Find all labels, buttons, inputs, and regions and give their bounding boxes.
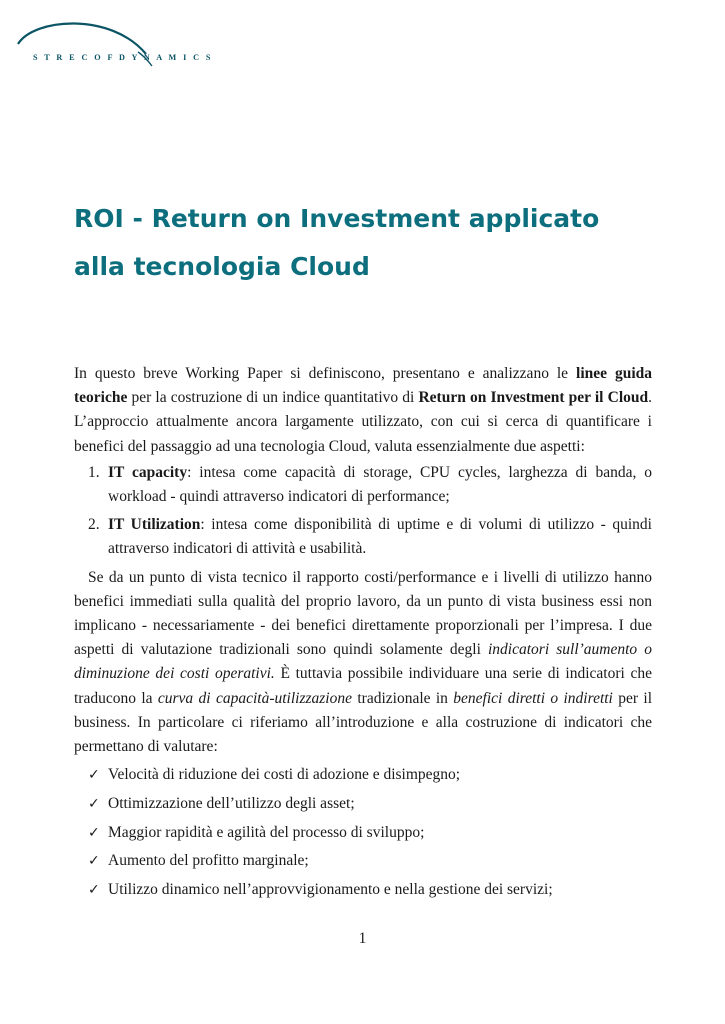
paragraph-text: per il business. In particolare ci riferiamo all’introduzione e alla costruzione di indicatori che permettano di valutare: xyxy=(74,689,652,756)
paragraph-italic: indicatori sull’aumento o diminuzione dei costi operativi. xyxy=(74,641,653,683)
list-text: : intesa come capacità di storage, CPU cycles, larghezza di banda, o workload - quindi attraverso indicatori di performance; xyxy=(108,463,652,506)
checklist-text: Maggior rapidità e agilità del processo di sviluppo; xyxy=(108,823,425,841)
list-term: IT capacity xyxy=(108,463,188,481)
checklist xyxy=(74,763,652,902)
aspects-list xyxy=(74,461,652,562)
check-icon: ✓ xyxy=(88,824,100,841)
list-number: 2. xyxy=(88,516,100,534)
company-logo xyxy=(16,14,213,68)
intro-text: per la costruzione di un indice quantitativo di xyxy=(127,389,419,407)
paragraph-italic: curva di capacità-utilizzazione xyxy=(157,689,352,707)
paragraph-italic: benefici diretti o indiretti xyxy=(453,689,613,707)
page-title xyxy=(74,195,674,291)
checklist-text: Ottimizzazione dell’utilizzo degli asset; xyxy=(108,794,355,812)
logo-text: S T R E C O F D Y N A M I C S xyxy=(33,53,213,62)
checklist-item xyxy=(74,763,652,787)
checklist-text: Velocità di riduzione dei costi di adozione e disimpegno; xyxy=(108,766,461,784)
checklist-text: Aumento del profitto marginale; xyxy=(108,852,309,870)
list-text: : intesa come disponibilità di uptime e di volumi di utilizzo - quindi attraverso indicatori di attività e usabilità. xyxy=(108,516,652,558)
analysis-paragraph xyxy=(74,566,652,760)
list-item xyxy=(74,461,652,509)
page-number: 1 xyxy=(358,930,367,947)
intro-bold-roi: Return on Investment per il Cloud xyxy=(418,389,649,407)
checklist-item xyxy=(74,821,652,845)
checklist-item xyxy=(74,878,652,902)
checklist-item xyxy=(74,792,652,816)
list-number: 1. xyxy=(88,463,100,481)
check-icon: ✓ xyxy=(88,795,100,812)
check-icon: ✓ xyxy=(88,853,100,870)
list-item xyxy=(74,513,652,561)
checklist-text: Utilizzo dinamico nell’approvvigionamento e nella gestione dei servizi; xyxy=(108,881,553,899)
body-text xyxy=(74,362,652,907)
intro-text: In questo breve Working Paper si definiscono, presentano e analizzano le xyxy=(74,365,577,382)
intro-text: . L’approccio attualmente ancora largamente utilizzato, con cui si cerca di quantificare i benefici del passaggio ad una tecnologia Cloud, valuta essenzialmente due aspetti: xyxy=(74,389,652,455)
intro-paragraph xyxy=(74,362,652,459)
list-term: IT Utilization xyxy=(108,516,201,534)
paragraph-text: tradizionale in xyxy=(352,689,454,707)
paragraph-text: È tuttavia possibile individuare una serie di indicatori che traducono la xyxy=(74,665,652,707)
title-line-2: alla tecnologia Cloud xyxy=(74,252,370,281)
check-icon: ✓ xyxy=(88,882,100,899)
checklist-item xyxy=(74,849,652,873)
title-line-1: ROI - Return on Investment applicato xyxy=(74,204,600,233)
paragraph-text: Se da un punto di vista tecnico il rapporto costi/performance e i livelli di utilizzo hanno benefici immediati sulla qualità del proprio lavoro, da un punto di vista business essi non implicano - necessariamente - dei benefici direttamente proporzionali per l’impresa. I due aspetti di valutazione tradizionali sono quindi solamente degli xyxy=(74,568,652,659)
check-icon: ✓ xyxy=(88,767,100,784)
intro-bold-guidelines: linee guida teoriche xyxy=(74,365,652,407)
